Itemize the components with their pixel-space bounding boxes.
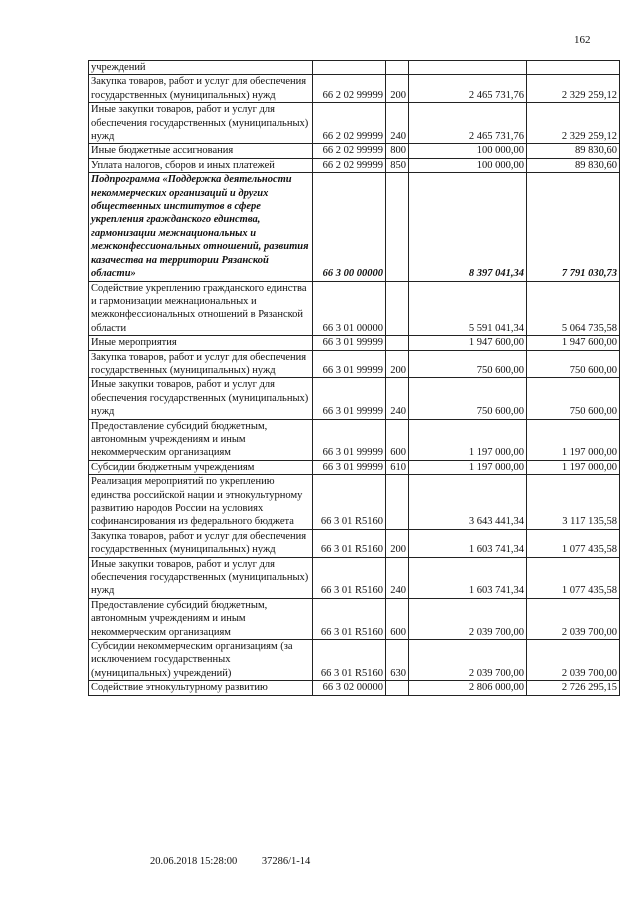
row-code-cell: 66 3 01 99999	[313, 460, 386, 474]
row-planned-amount-cell: 1 603 741,34	[409, 557, 527, 598]
row-name-cell: Уплата налогов, сборов и иных платежей	[89, 158, 313, 172]
row-executed-amount-cell: 89 830,60	[527, 158, 620, 172]
row-expense-type-cell	[386, 681, 409, 695]
row-executed-amount-cell: 89 830,60	[527, 144, 620, 158]
row-planned-amount-cell: 2 465 731,76	[409, 75, 527, 103]
row-name-cell: Подпрограмма «Поддержка деятельности некоммерческих организаций и других общественных институтов в сфере укрепления гражданского единства, гармонизации межнациональных и межконфессиональных отношений, развития казачества на территории Рязанской области»	[89, 173, 313, 281]
row-expense-type-cell: 200	[386, 75, 409, 103]
row-name-cell: Предоставление субсидий бюджетным, автономным учреждениям и иным некоммерческим организациям	[89, 598, 313, 639]
row-expense-type-cell: 240	[386, 557, 409, 598]
table-row	[89, 475, 620, 530]
table-row	[89, 158, 620, 172]
row-expense-type-cell: 850	[386, 158, 409, 172]
row-name-cell: Предоставление субсидий бюджетным, автономным учреждениям и иным некоммерческим организациям	[89, 419, 313, 460]
budget-table-body	[89, 61, 620, 696]
row-expense-type-cell: 800	[386, 144, 409, 158]
row-expense-type-cell: 630	[386, 640, 409, 681]
row-code-cell: 66 2 02 99999	[313, 144, 386, 158]
row-executed-amount-cell: 750 600,00	[527, 378, 620, 419]
table-row	[89, 336, 620, 350]
table-row	[89, 61, 620, 75]
row-expense-type-cell: 610	[386, 460, 409, 474]
row-planned-amount-cell: 100 000,00	[409, 158, 527, 172]
row-expense-type-cell: 240	[386, 103, 409, 144]
table-row	[89, 681, 620, 695]
row-code-cell: 66 3 01 R5160	[313, 475, 386, 530]
row-name-cell: Содействие этнокультурному развитию	[89, 681, 313, 695]
row-expense-type-cell	[386, 173, 409, 281]
row-planned-amount-cell: 750 600,00	[409, 378, 527, 419]
row-name-cell: Закупка товаров, работ и услуг для обеспечения государственных (муниципальных) нужд	[89, 75, 313, 103]
row-planned-amount-cell: 1 197 000,00	[409, 419, 527, 460]
row-name-cell: Субсидии некоммерческим организациям (за исключением государственных (муниципальных) учреждений)	[89, 640, 313, 681]
row-executed-amount-cell: 1 077 435,58	[527, 557, 620, 598]
row-executed-amount-cell: 1 197 000,00	[527, 419, 620, 460]
row-executed-amount-cell: 2 329 259,12	[527, 103, 620, 144]
row-expense-type-cell: 600	[386, 598, 409, 639]
table-row	[89, 378, 620, 419]
row-expense-type-cell	[386, 336, 409, 350]
row-planned-amount-cell: 1 197 000,00	[409, 460, 527, 474]
row-name-cell: Иные мероприятия	[89, 336, 313, 350]
table-row	[89, 75, 620, 103]
row-code-cell: 66 3 01 R5160	[313, 557, 386, 598]
footer	[150, 856, 310, 867]
row-executed-amount-cell: 1 077 435,58	[527, 529, 620, 557]
row-planned-amount-cell	[409, 61, 527, 75]
row-executed-amount-cell: 750 600,00	[527, 350, 620, 378]
row-executed-amount-cell: 7 791 030,73	[527, 173, 620, 281]
table-row	[89, 173, 620, 281]
row-name-cell: учреждений	[89, 61, 313, 75]
row-executed-amount-cell: 2 726 295,15	[527, 681, 620, 695]
row-code-cell: 66 3 01 99999	[313, 350, 386, 378]
row-planned-amount-cell: 2 806 000,00	[409, 681, 527, 695]
row-name-cell: Закупка товаров, работ и услуг для обеспечения государственных (муниципальных) нужд	[89, 350, 313, 378]
row-planned-amount-cell: 8 397 041,34	[409, 173, 527, 281]
row-expense-type-cell	[386, 61, 409, 75]
row-name-cell: Закупка товаров, работ и услуг для обеспечения государственных (муниципальных) нужд	[89, 529, 313, 557]
row-code-cell: 66 3 01 R5160	[313, 529, 386, 557]
row-code-cell	[313, 61, 386, 75]
row-name-cell: Содействие укреплению гражданского единства и гармонизации межнациональных и межконфессиональных отношений в Рязанской области	[89, 281, 313, 336]
row-executed-amount-cell: 2 039 700,00	[527, 598, 620, 639]
table-row	[89, 144, 620, 158]
row-code-cell: 66 3 01 R5160	[313, 598, 386, 639]
row-executed-amount-cell: 5 064 735,58	[527, 281, 620, 336]
row-name-cell: Иные закупки товаров, работ и услуг для обеспечения государственных (муниципальных) нужд	[89, 557, 313, 598]
table-row	[89, 460, 620, 474]
table-row	[89, 350, 620, 378]
row-planned-amount-cell: 1 947 600,00	[409, 336, 527, 350]
row-expense-type-cell: 240	[386, 378, 409, 419]
row-executed-amount-cell: 1 947 600,00	[527, 336, 620, 350]
row-code-cell: 66 3 02 00000	[313, 681, 386, 695]
table-row	[89, 419, 620, 460]
row-name-cell: Иные закупки товаров, работ и услуг для обеспечения государственных (муниципальных) нужд	[89, 378, 313, 419]
row-planned-amount-cell: 3 643 441,34	[409, 475, 527, 530]
row-name-cell: Иные бюджетные ассигнования	[89, 144, 313, 158]
row-executed-amount-cell: 2 329 259,12	[527, 75, 620, 103]
row-planned-amount-cell: 750 600,00	[409, 350, 527, 378]
table-row	[89, 529, 620, 557]
footer-doc-number: 37286/1-14	[261, 856, 311, 867]
row-planned-amount-cell: 2 465 731,76	[409, 103, 527, 144]
row-executed-amount-cell	[527, 61, 620, 75]
row-expense-type-cell	[386, 281, 409, 336]
row-executed-amount-cell: 3 117 135,58	[527, 475, 620, 530]
row-name-cell: Иные закупки товаров, работ и услуг для обеспечения государственных (муниципальных) нужд	[89, 103, 313, 144]
row-executed-amount-cell: 1 197 000,00	[527, 460, 620, 474]
row-planned-amount-cell: 5 591 041,34	[409, 281, 527, 336]
row-planned-amount-cell: 2 039 700,00	[409, 640, 527, 681]
row-code-cell: 66 2 02 99999	[313, 103, 386, 144]
row-code-cell: 66 3 00 00000	[313, 173, 386, 281]
row-expense-type-cell: 600	[386, 419, 409, 460]
row-name-cell: Реализация мероприятий по укреплению единства российской нации и этнокультурному развитию народов России на условиях софинансирования из федерального бюджета	[89, 475, 313, 530]
table-row	[89, 598, 620, 639]
row-planned-amount-cell: 100 000,00	[409, 144, 527, 158]
table-row	[89, 557, 620, 598]
row-name-cell: Субсидии бюджетным учреждениям	[89, 460, 313, 474]
row-expense-type-cell	[386, 475, 409, 530]
table-row	[89, 281, 620, 336]
row-expense-type-cell: 200	[386, 350, 409, 378]
table-row	[89, 640, 620, 681]
row-code-cell: 66 3 01 99999	[313, 378, 386, 419]
row-planned-amount-cell: 2 039 700,00	[409, 598, 527, 639]
footer-datetime: 20.06.2018 15:28:00	[150, 856, 238, 867]
budget-table	[88, 60, 620, 696]
page-number: 162	[574, 34, 591, 46]
row-code-cell: 66 3 01 99999	[313, 336, 386, 350]
row-code-cell: 66 3 01 R5160	[313, 640, 386, 681]
row-planned-amount-cell: 1 603 741,34	[409, 529, 527, 557]
table-row	[89, 103, 620, 144]
row-expense-type-cell: 200	[386, 529, 409, 557]
row-code-cell: 66 3 01 00000	[313, 281, 386, 336]
row-code-cell: 66 2 02 99999	[313, 158, 386, 172]
row-executed-amount-cell: 2 039 700,00	[527, 640, 620, 681]
row-code-cell: 66 3 01 99999	[313, 419, 386, 460]
row-code-cell: 66 2 02 99999	[313, 75, 386, 103]
